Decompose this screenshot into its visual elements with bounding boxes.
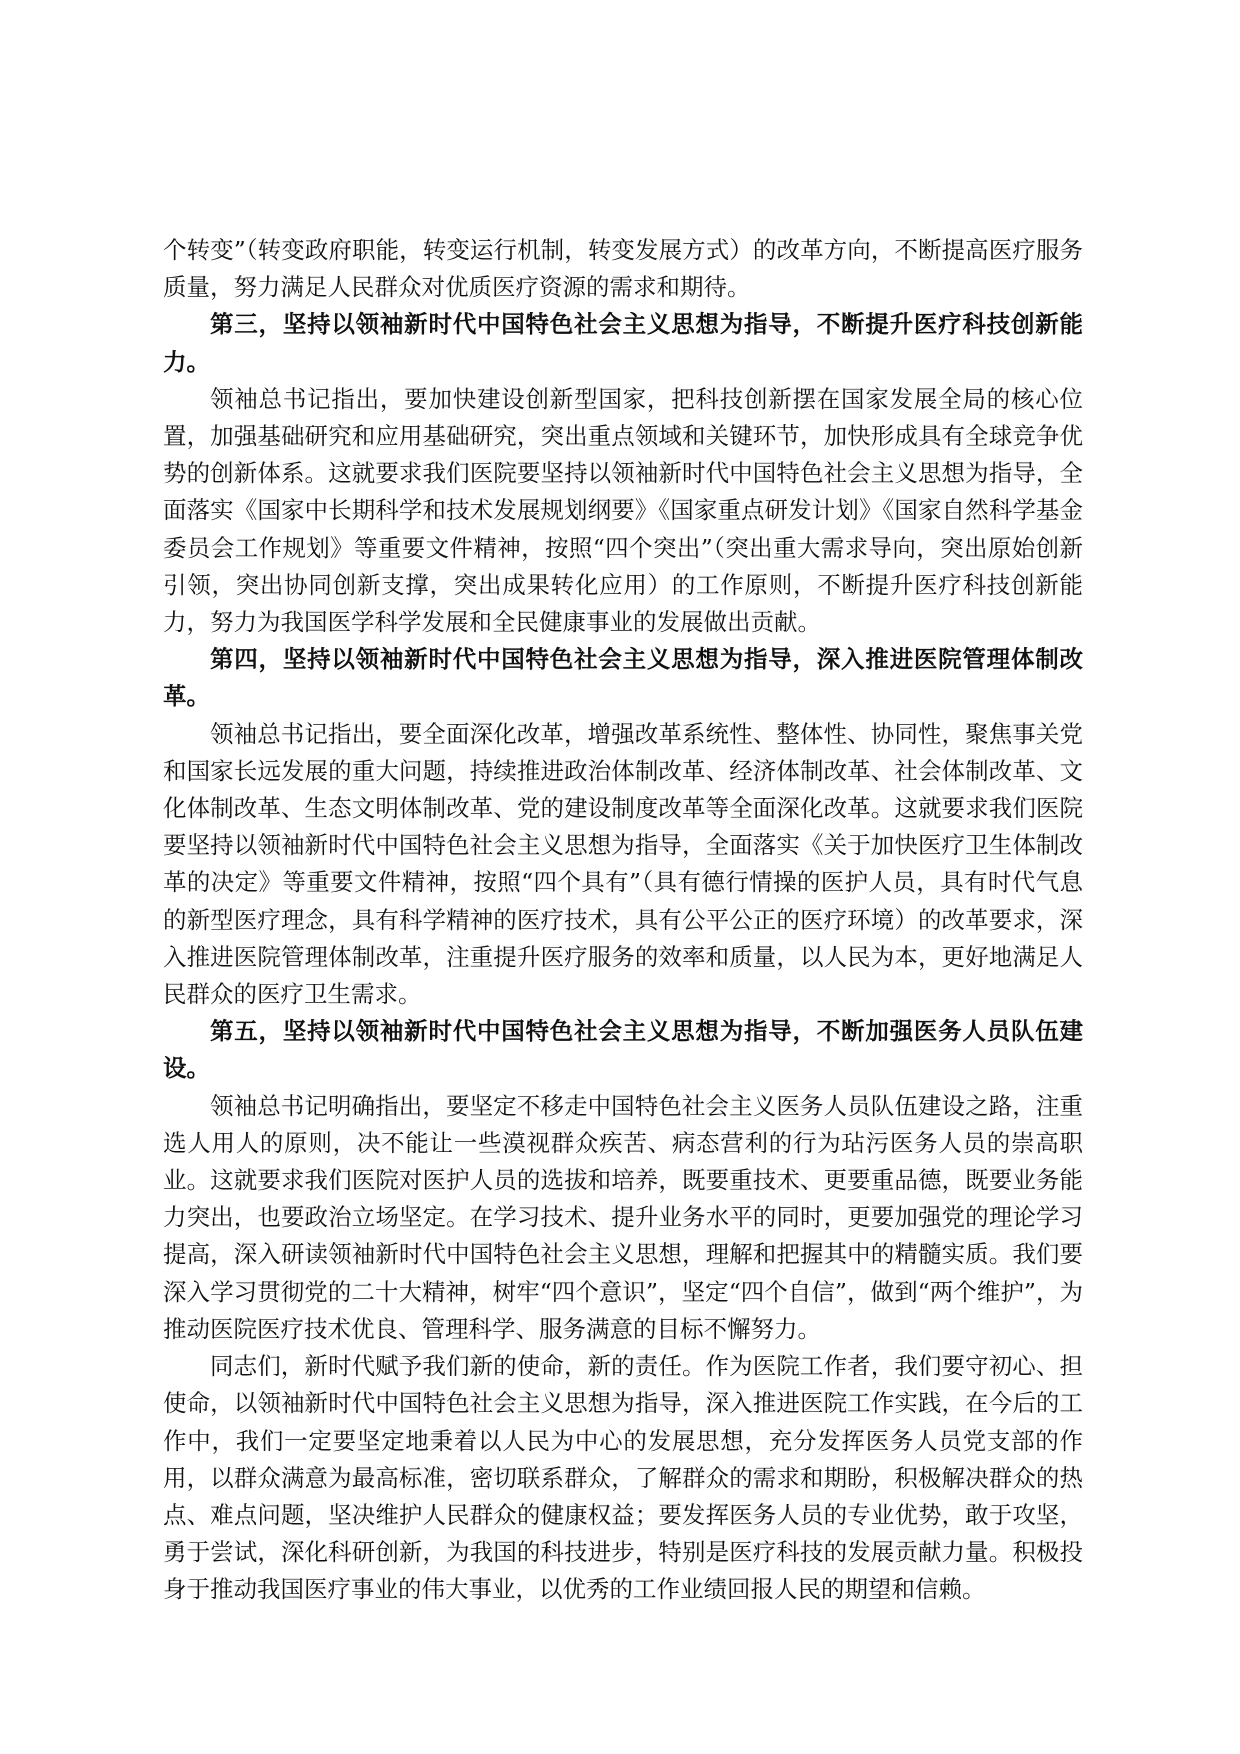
paragraph-staff-building: 领袖总书记明确指出，要坚定不移走中国特色社会主义医务人员队伍建设之路，注重选人用人的原则，决不能让一些漠视群众疾苦、病态营利的行为玷污医务人员的崇高职业。这就要求我们医院对医护人员的选拔和培养，既要重技术、更要重品德，既要业务能力突出，也要政治立场坚定。在学习技术、提升业务水平的同时，更要加强党的理论学习提高，深入研读领袖新时代中国特色社会主义思想，理解和把握其中的精髓实质。我们要深入学习贯彻党的二十大精神，树牢“四个意识”，坚定“四个自信”，做到“两个维护”，为推动医院医疗技术优良、管理科学、服务满意的目标不懈努力。	[163, 1091, 1083, 1343]
document-body	[163, 232, 1083, 1609]
paragraph-closing: 同志们，新时代赋予我们新的使命，新的责任。作为医院工作者，我们要守初心、担使命，以领袖新时代中国特色社会主义思想为指导，深入推进医院工作实践，在今后的工作中，我们一定要坚定地秉着以人民为中心的发展思想，充分发挥医务人员党支部的作用，以群众满意为最高标准，密切联系群众，了解群众的需求和期盼，积极解决群众的热点、难点问题，坚决维护人民群众的健康权益；要发挥医务人员的专业优势，敢于攻坚，勇于尝试，深化科研创新，为我国的科技进步，特别是医疗科技的发展贡献力量。积极投身于推动我国医疗事业的伟大事业，以优秀的工作业绩回报人民的期望和信赖。	[163, 1352, 1083, 1604]
paragraph-continuation: 个转变”（转变政府职能，转变运行机制，转变发展方式）的改革方向，不断提高医疗服务质量，努力满足人民群众对优质医疗资源的需求和期待。	[163, 236, 1083, 302]
section-heading-four: 第四，坚持以领袖新时代中国特色社会主义思想为指导，深入推进医院管理体制改革。	[163, 645, 1083, 711]
section-heading-three: 第三，坚持以领袖新时代中国特色社会主义思想为指导，不断提升医疗科技创新能力。	[163, 310, 1083, 376]
paragraph-management-reform: 领袖总书记指出，要全面深化改革，增强改革系统性、整体性、协同性，聚焦事关党和国家长远发展的重大问题，持续推进政治体制改革、经济体制改革、社会体制改革、文化体制改革、生态文明体制改革、党的建设制度改革等全面深化改革。这就要求我们医院要坚持以领袖新时代中国特色社会主义思想为指导，全面落实《关于加快医疗卫生体制改革的决定》等重要文件精神，按照“四个具有”（具有德行情操的医护人员，具有时代气息的新型医疗理念，具有科学精神的医疗技术，具有公平公正的医疗环境）的改革要求，深入推进医院管理体制改革，注重提升医疗服务的效率和质量，以人民为本，更好地满足人民群众的医疗卫生需求。	[163, 719, 1083, 1009]
section-heading-five: 第五，坚持以领袖新时代中国特色社会主义思想为指导，不断加强医务人员队伍建设。	[163, 1017, 1083, 1083]
paragraph-tech-innovation: 领袖总书记指出，要加快建设创新型国家，把科技创新摆在国家发展全局的核心位置，加强基础研究和应用基础研究，突出重点领域和关键环节，加快形成具有全球竞争优势的创新体系。这就要求我们医院要坚持以领袖新时代中国特色社会主义思想为指导，全面落实《国家中长期科学和技术发展规划纲要》《国家重点研发计划》《国家自然科学基金委员会工作规划》等重要文件精神，按照“四个突出”（突出重大需求导向，突出原始创新引领，突出协同创新支撑，突出成果转化应用）的工作原则，不断提升医疗科技创新能力，努力为我国医学科学发展和全民健康事业的发展做出贡献。	[163, 384, 1083, 637]
